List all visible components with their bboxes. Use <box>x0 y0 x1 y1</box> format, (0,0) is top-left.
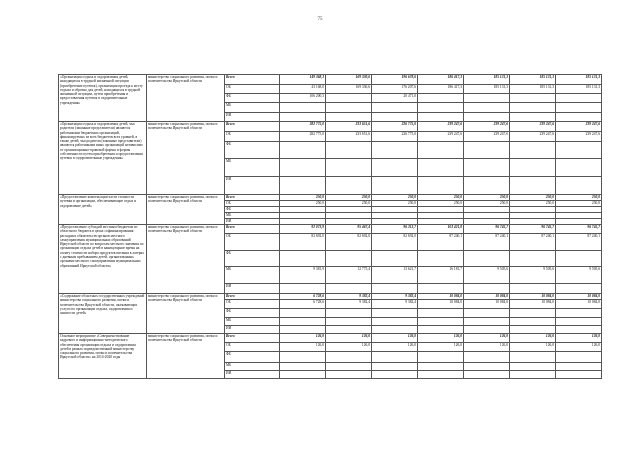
value-cell <box>418 103 464 113</box>
value-cell: 126,0 <box>280 343 326 352</box>
value-cell <box>326 251 372 267</box>
value-cell <box>556 284 602 294</box>
value-cell: 250,0 <box>464 195 510 201</box>
value-cell <box>372 318 418 326</box>
value-cell <box>464 251 510 267</box>
value-cell <box>326 309 372 318</box>
value-cell: 12 775,4 <box>326 267 372 284</box>
value-cell: 9 381,9 <box>280 267 326 284</box>
value-cell <box>418 142 464 159</box>
value-cell <box>280 363 326 371</box>
value-cell: 9 505,6 <box>556 267 602 284</box>
value-cell: 250,0 <box>510 195 556 201</box>
value-cell <box>510 177 556 195</box>
value-cell: 169 330,6 <box>326 85 372 94</box>
value-cell <box>280 326 326 334</box>
value-cell: 250,0 <box>372 195 418 201</box>
value-cell: 95 467,4 <box>326 225 372 234</box>
value-cell <box>326 371 372 379</box>
funding-source: ФБ <box>225 207 280 213</box>
funding-source: ФБ <box>225 94 280 103</box>
value-cell: 250,0 <box>556 195 602 201</box>
value-cell: 239 247,6 <box>510 132 556 142</box>
value-cell <box>372 363 418 371</box>
funding-source: ОБ <box>225 132 280 142</box>
page-number: 75 <box>317 17 323 22</box>
value-cell: 250,0 <box>556 201 602 207</box>
funding-source: ИИ <box>225 284 280 294</box>
value-cell: 250,0 <box>372 201 418 207</box>
value-cell: 250,0 <box>418 201 464 207</box>
value-cell: 185 131,3 <box>510 85 556 94</box>
value-cell <box>556 371 602 379</box>
funding-source: ИИ <box>225 219 280 225</box>
value-cell <box>372 251 418 267</box>
measure-description: «Содержание областных государственных учреждений министерства социального развития, опеки и попечительства Иркутской области, оказывающих услуги по организации отдыха, оздоровления и занятости детей» <box>59 294 147 334</box>
funding-source: МБ <box>225 267 280 284</box>
value-cell: 92 073,9 <box>280 225 326 234</box>
value-cell <box>326 318 372 326</box>
value-cell <box>556 318 602 326</box>
funding-source: МБ <box>225 318 280 326</box>
funding-source: ОБ <box>225 201 280 207</box>
value-cell <box>418 94 464 103</box>
value-cell <box>464 94 510 103</box>
value-cell <box>418 326 464 334</box>
value-cell <box>510 363 556 371</box>
value-cell <box>418 284 464 294</box>
value-cell <box>464 352 510 363</box>
value-cell <box>510 103 556 113</box>
value-cell <box>510 318 556 326</box>
value-cell: 87 240,1 <box>556 234 602 251</box>
value-cell: 9 382,4 <box>326 300 372 309</box>
value-cell: 186 417,3 <box>418 75 464 85</box>
value-cell: 169 330,6 <box>326 75 372 85</box>
value-cell <box>280 371 326 379</box>
funding-source: Всего <box>225 195 280 201</box>
value-cell: 126,0 <box>556 334 602 343</box>
value-cell: 185 131,3 <box>556 85 602 94</box>
value-cell <box>280 309 326 318</box>
value-cell: 96 313,7 <box>372 225 418 234</box>
value-cell <box>464 326 510 334</box>
value-cell <box>326 94 372 103</box>
value-cell <box>372 284 418 294</box>
value-cell: 149 368,3 <box>280 75 326 85</box>
value-cell: 239 247,6 <box>464 122 510 132</box>
value-cell <box>372 177 418 195</box>
value-cell: 10 084,0 <box>464 300 510 309</box>
value-cell <box>464 103 510 113</box>
funding-source: ОБ <box>225 343 280 352</box>
value-cell <box>464 177 510 195</box>
measure-description: «Предоставление субсидий местным бюджетам из областного бюджета в целях софинансирования расходных обязательств органов местного самоуправления муниципальных образований Иркутской области по вопросам местного значения по организации отдыха детей в каникулярное время на оплату стоимости набора продуктов питания в лагерях с дневным пребыванием детей, организованных органами местного самоуправления муниципальных образований Иркутской области» <box>59 225 147 294</box>
value-cell: 233 651,6 <box>326 122 372 132</box>
value-cell: 282 775,0 <box>280 122 326 132</box>
value-cell <box>280 177 326 195</box>
value-cell: 250,0 <box>418 195 464 201</box>
budget-table <box>58 74 602 379</box>
value-cell <box>418 352 464 363</box>
measure-description: Основное мероприятие «Совершенствование кадрового и информационно-методического обеспечения организации отдыха и оздоровления детей в рамках подведомственной министерству социального развития, опеки и попечительства Иркутской области» на 2014-2020 годы <box>59 334 147 379</box>
value-cell <box>510 284 556 294</box>
value-cell <box>418 113 464 122</box>
value-cell <box>464 113 510 122</box>
value-cell: 20 471,0 <box>372 94 418 103</box>
value-cell: 126,0 <box>510 343 556 352</box>
value-cell <box>464 309 510 318</box>
value-cell <box>280 159 326 177</box>
value-cell: 96 745,7 <box>510 225 556 234</box>
value-cell: 43 168,0 <box>280 85 326 94</box>
funding-source: ОБ <box>225 300 280 309</box>
value-cell <box>280 318 326 326</box>
funding-source: ИИ <box>225 177 280 195</box>
value-cell: 250,0 <box>280 201 326 207</box>
value-cell: 82 692,0 <box>326 234 372 251</box>
value-cell: 10 084,0 <box>418 300 464 309</box>
measure-description: «Предоставление компенсации части стоимости путевки в организации, обеспечивающие отдых и оздоровление детей» <box>59 195 147 225</box>
value-cell: 226 775,0 <box>372 132 418 142</box>
value-cell <box>372 371 418 379</box>
funding-source: Всего <box>225 122 280 132</box>
value-cell <box>556 94 602 103</box>
value-cell <box>510 309 556 318</box>
value-cell: 10 084,0 <box>556 294 602 300</box>
value-cell: 250,0 <box>326 201 372 207</box>
responsible-executor: министерство социального развития, опеки и попечительства Иркутской области <box>147 225 225 294</box>
value-cell: 87 240,1 <box>464 234 510 251</box>
value-cell <box>418 309 464 318</box>
value-cell: 96 745,7 <box>556 225 602 234</box>
value-cell <box>556 142 602 159</box>
funding-source: ИИ <box>225 371 280 379</box>
value-cell: 226 775,0 <box>372 122 418 132</box>
funding-source: Всего <box>225 294 280 300</box>
measure-description: «Организация отдыха и оздоровления детей, чьи родители (законные представители) являются работниками бюджетных организаций, финансируемых из всех бюджетов всех уровней, в также детей, чьи родители (законные представители) являются работниками иных организаций независимо от организационно-правовой формы и формы собственности путем приобретения и предоставления путевок в оздоровительные учреждения» <box>59 122 147 195</box>
value-cell: 233 651,6 <box>326 132 372 142</box>
value-cell <box>326 103 372 113</box>
value-cell: 239 247,6 <box>510 122 556 132</box>
value-cell <box>418 159 464 177</box>
value-cell <box>372 159 418 177</box>
value-cell <box>326 363 372 371</box>
value-cell: 6 728,6 <box>280 294 326 300</box>
value-cell <box>326 352 372 363</box>
value-cell <box>510 94 556 103</box>
value-cell <box>556 251 602 267</box>
value-cell <box>510 251 556 267</box>
value-cell: 185 131,3 <box>510 75 556 85</box>
value-cell <box>510 371 556 379</box>
value-cell <box>372 352 418 363</box>
funding-source: Всего <box>225 334 280 343</box>
table-row <box>59 122 602 132</box>
value-cell: 176 207,6 <box>372 85 418 94</box>
value-cell: 239 247,6 <box>464 132 510 142</box>
value-cell: 250,0 <box>510 201 556 207</box>
value-cell: 10 084,0 <box>510 294 556 300</box>
value-cell <box>372 142 418 159</box>
value-cell: 87 240,1 <box>510 234 556 251</box>
value-cell <box>464 318 510 326</box>
value-cell: 10 084,0 <box>464 294 510 300</box>
value-cell <box>372 309 418 318</box>
value-cell <box>464 284 510 294</box>
value-cell <box>372 103 418 113</box>
funding-source: ИИ <box>225 326 280 334</box>
value-cell: 126,0 <box>326 334 372 343</box>
value-cell <box>418 318 464 326</box>
table-row <box>59 225 602 234</box>
value-cell: 9 382,4 <box>372 300 418 309</box>
value-cell <box>280 113 326 122</box>
value-cell <box>556 103 602 113</box>
value-cell <box>372 113 418 122</box>
value-cell: 126,0 <box>510 334 556 343</box>
value-cell: 9 505,6 <box>510 267 556 284</box>
value-cell <box>556 177 602 195</box>
value-cell <box>556 113 602 122</box>
value-cell: 9 382,4 <box>326 294 372 300</box>
value-cell: 82 692,0 <box>280 234 326 251</box>
value-cell <box>510 326 556 334</box>
value-cell <box>280 251 326 267</box>
value-cell: 126,0 <box>280 334 326 343</box>
value-cell <box>418 363 464 371</box>
value-cell: 250,0 <box>464 201 510 207</box>
value-cell: 9 505,6 <box>464 267 510 284</box>
measure-description: «Организация отдыха и оздоровления детей, находящихся в трудной жизненной ситуации (приобретение путевок), организация проезда к месту отдыха и обратно для детей, находящихся в трудной жизненной ситуации, путем приобретения и предоставления путевок в оздоровительные учреждения» <box>59 75 147 122</box>
value-cell: 126,0 <box>326 343 372 352</box>
value-cell <box>280 284 326 294</box>
value-cell: 186 417,3 <box>418 85 464 94</box>
value-cell <box>280 103 326 113</box>
value-cell <box>556 326 602 334</box>
value-cell: 16 181,7 <box>418 267 464 284</box>
value-cell: 196 678,6 <box>372 75 418 85</box>
value-cell: 126,0 <box>556 343 602 352</box>
value-cell: 239 247,6 <box>556 122 602 132</box>
funding-source: МБ <box>225 213 280 219</box>
value-cell <box>280 142 326 159</box>
value-cell: 185 131,3 <box>556 75 602 85</box>
value-cell <box>556 352 602 363</box>
value-cell <box>556 309 602 318</box>
table-row <box>59 75 602 85</box>
value-cell <box>280 352 326 363</box>
value-cell: 126,0 <box>464 334 510 343</box>
value-cell: 96 745,7 <box>464 225 510 234</box>
value-cell <box>464 371 510 379</box>
funding-source: ФБ <box>225 352 280 363</box>
value-cell: 185 131,3 <box>464 85 510 94</box>
value-cell: 10 084,0 <box>418 294 464 300</box>
value-cell <box>326 113 372 122</box>
value-cell: 6 728,6 <box>280 300 326 309</box>
funding-source: Всего <box>225 225 280 234</box>
value-cell <box>326 177 372 195</box>
value-cell <box>464 142 510 159</box>
funding-source: Всего <box>225 75 280 85</box>
value-cell <box>418 371 464 379</box>
value-cell <box>372 326 418 334</box>
funding-source: МБ <box>225 159 280 177</box>
value-cell <box>326 326 372 334</box>
responsible-executor: министерство социального развития, опеки и попечительства Иркутской области <box>147 195 225 225</box>
value-cell <box>556 363 602 371</box>
funding-source: ФБ <box>225 251 280 267</box>
value-cell: 250,0 <box>280 195 326 201</box>
value-cell: 87 240,1 <box>418 234 464 251</box>
funding-source: ОБ <box>225 85 280 94</box>
value-cell <box>326 284 372 294</box>
value-cell <box>510 113 556 122</box>
value-cell: 126,0 <box>372 343 418 352</box>
value-cell: 126,0 <box>464 343 510 352</box>
funding-source: ФБ <box>225 309 280 318</box>
funding-source: ФБ <box>225 142 280 159</box>
value-cell: 10 084,0 <box>556 300 602 309</box>
value-cell <box>510 159 556 177</box>
funding-source: ИИ <box>225 113 280 122</box>
value-cell: 282 775,0 <box>280 132 326 142</box>
value-cell <box>510 352 556 363</box>
value-cell <box>326 142 372 159</box>
value-cell <box>418 177 464 195</box>
value-cell: 126,0 <box>418 343 464 352</box>
responsible-executor: министерство социального развития, опеки и попечительства Иркутской области <box>147 122 225 195</box>
value-cell: 239 247,6 <box>418 132 464 142</box>
value-cell: 10 084,0 <box>510 300 556 309</box>
funding-source: МБ <box>225 103 280 113</box>
funding-source: МБ <box>225 363 280 371</box>
value-cell: 250,0 <box>326 195 372 201</box>
value-cell: 106 200,3 <box>280 94 326 103</box>
value-cell <box>556 159 602 177</box>
responsible-executor: министерство социального развития, опеки и попечительства Иркутской области <box>147 294 225 334</box>
value-cell <box>464 363 510 371</box>
value-cell: 126,0 <box>372 334 418 343</box>
value-cell: 185 131,3 <box>464 75 510 85</box>
value-cell <box>418 251 464 267</box>
responsible-executor: министерство социального развития, опеки и попечительства Иркутской области <box>147 75 225 122</box>
value-cell <box>326 159 372 177</box>
table-row <box>59 334 602 343</box>
value-cell <box>510 142 556 159</box>
responsible-executor: министерство социального развития, опеки и попечительства Иркутской области <box>147 334 225 379</box>
funding-source: ОБ <box>225 234 280 251</box>
value-cell: 82 692,0 <box>372 234 418 251</box>
value-cell: 239 247,6 <box>418 122 464 132</box>
value-cell: 13 621,7 <box>372 267 418 284</box>
value-cell: 239 247,6 <box>556 132 602 142</box>
value-cell: 9 382,4 <box>372 294 418 300</box>
value-cell: 126,0 <box>418 334 464 343</box>
value-cell <box>464 159 510 177</box>
value-cell: 103 421,8 <box>418 225 464 234</box>
